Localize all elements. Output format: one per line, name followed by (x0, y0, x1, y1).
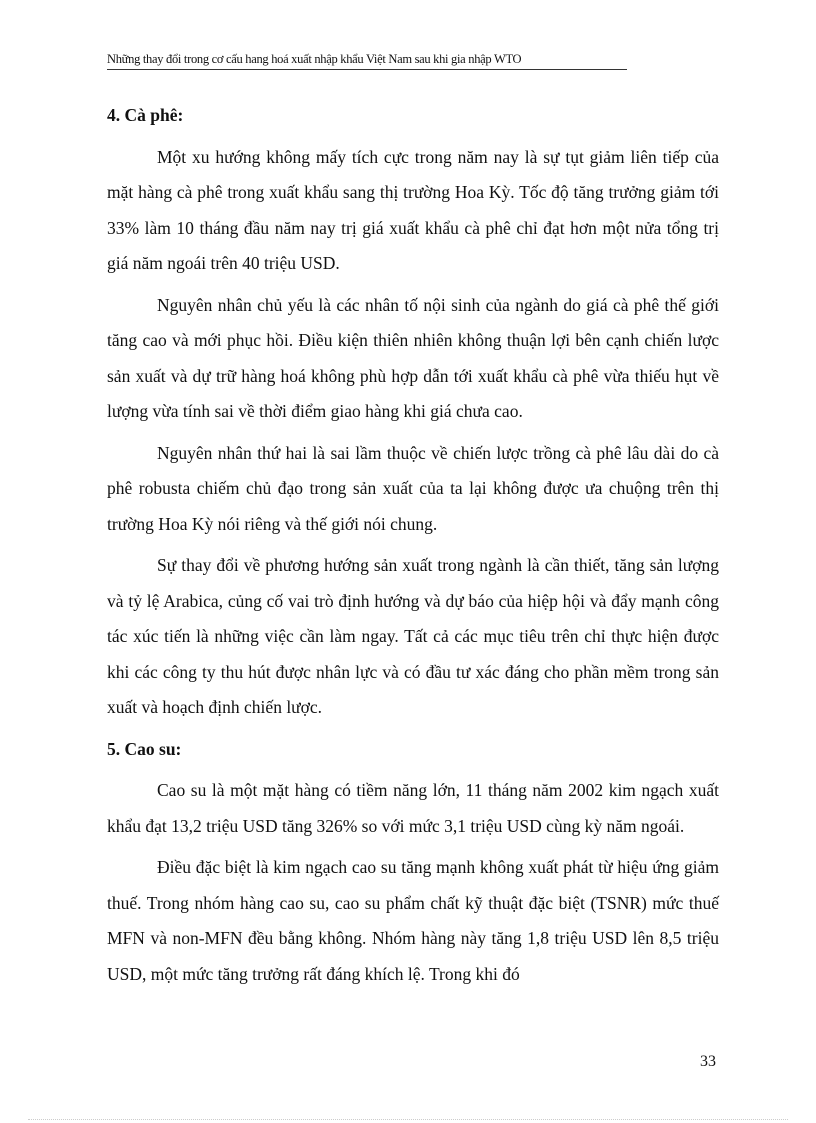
paragraph: Cao su là một mặt hàng có tiềm năng lớn, 11 tháng năm 2002 kim ngạch xuất khẩu đạt 13,2 triệu USD tăng 326% so với mức 3,1 triệu USD cùng kỳ năm ngoái. (107, 780, 719, 836)
page-bottom-divider (28, 1119, 788, 1120)
paragraph: Nguyên nhân thứ hai là sai lầm thuộc về chiến lược trồng cà phê lâu dài do cà phê robusta chiếm chủ đạo trong sản xuất của ta lại không được ưa chuộng trên thị trường Hoa Kỳ nói riêng và thế giới nói chung. (107, 442, 719, 534)
page-number: 33 (700, 1053, 716, 1070)
section-heading-coffee: 4. Cà phê: (107, 105, 184, 125)
section-heading-rubber: 5. Cao su: (107, 738, 182, 759)
paragraph: Một xu hướng không mấy tích cực trong năm nay là sự tụt giảm liên tiếp của mặt hàng cà phê trong xuất khẩu sang thị trường Hoa Kỳ. Tốc độ tăng trưởng giảm tới 33% làm 10 tháng đầu năm nay trị giá xuất khẩu cà phê chỉ đạt hơn một nửa tổng trị giá năm ngoái trên 40 triệu USD. (107, 146, 719, 273)
paragraph: Nguyên nhân chủ yếu là các nhân tố nội sinh của ngành do giá cà phê thế giới tăng cao và mới phục hồi. Điều kiện thiên nhiên không thuận lợi bên cạnh chiến lược sản xuất và dự trữ hàng hoá không phù hợp dẫn tới xuất khẩu cà phê vừa thiếu hụt về lượng vừa tính sai về thời điểm giao hàng khi giá chưa cao. (107, 294, 719, 421)
paragraph: Sự thay đổi về phương hướng sản xuất trong ngành là cần thiết, tăng sản lượng và tỷ lệ Arabica, củng cố vai trò định hướng và dự báo của hiệp hội và đẩy mạnh công tác xúc tiến là những việc cần làm ngay. Tất cả các mục tiêu trên chỉ thực hiện được khi các công ty thu hút được nhân lực và có đầu tư xác đáng cho phần mềm trong sản xuất và hoạch định chiến lược. (107, 555, 719, 717)
running-header: Những thay đổi trong cơ cấu hang hoá xuất nhập khẩu Việt Nam sau khi gia nhập WTO (107, 50, 627, 70)
document-body (107, 98, 719, 998)
paragraph: Điều đặc biệt là kim ngạch cao su tăng mạnh không xuất phát từ hiệu ứng giảm thuế. Trong nhóm hàng cao su, cao su phẩm chất kỹ thuật đặc biệt (TSNR) mức thuế MFN và non-MFN đều bằng không. Nhóm hàng này tăng 1,8 triệu USD lên 8,5 triệu USD, một mức tăng trưởng rất đáng khích lệ. Trong khi đó (107, 857, 719, 984)
